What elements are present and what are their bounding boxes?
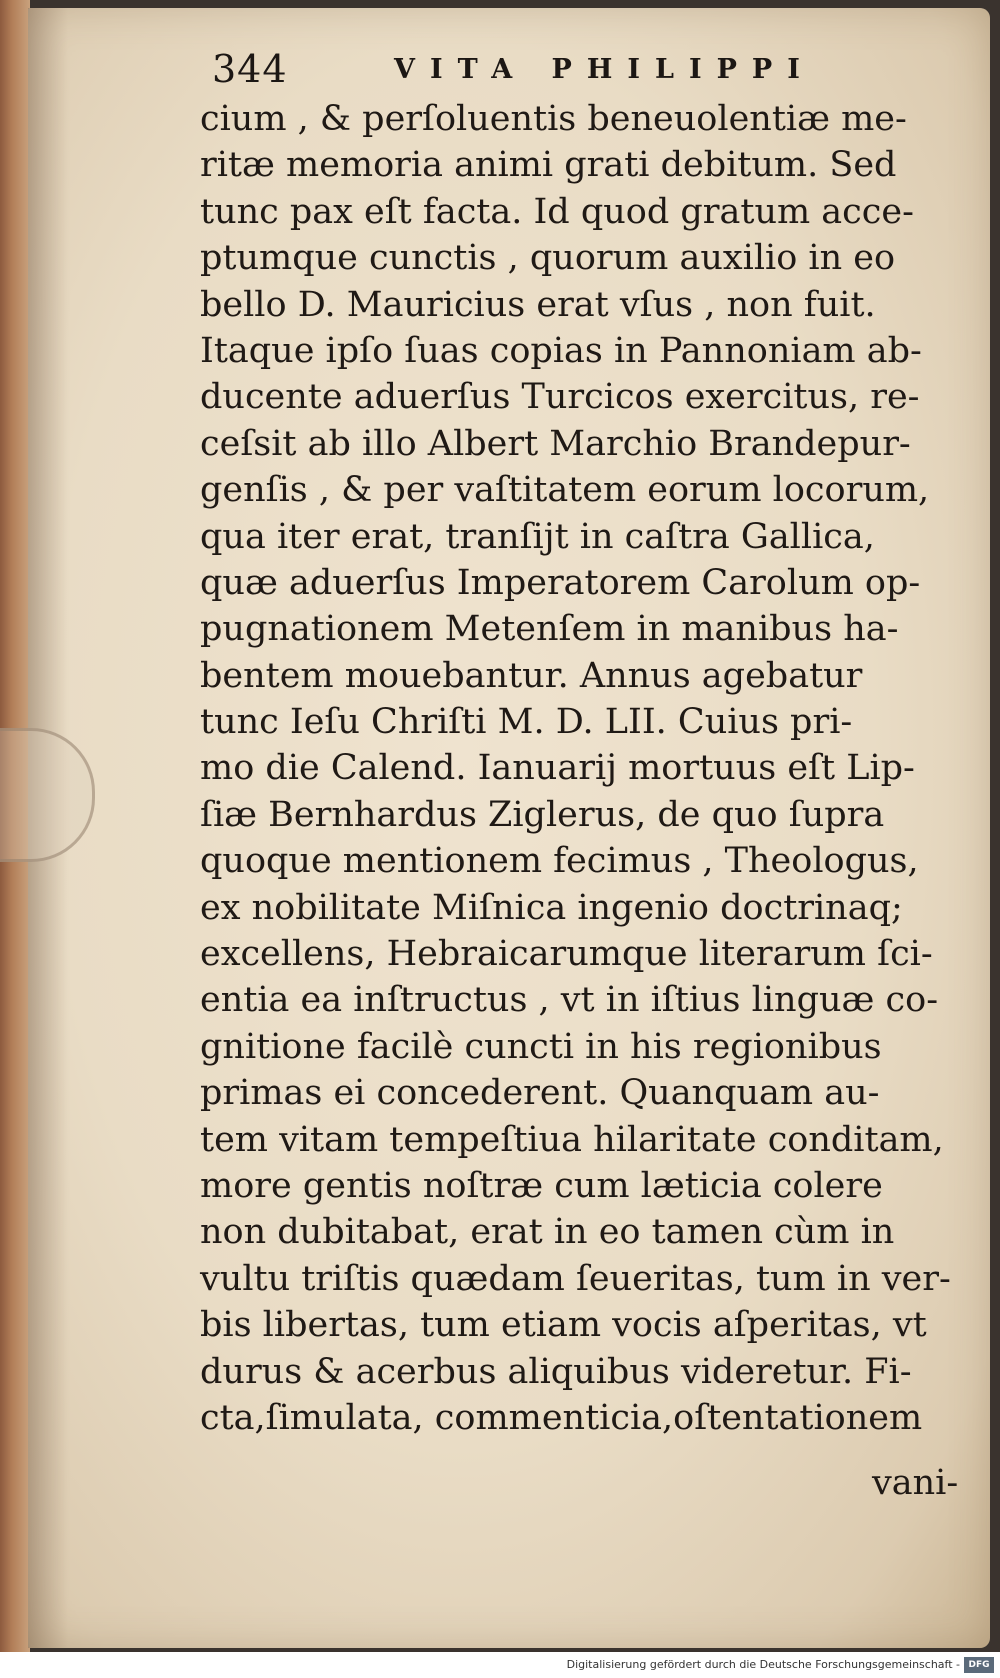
text-line: tunc pax eſt facta. Id quod gratum acce- [200, 191, 914, 232]
text-line: bello D. Mauricius erat vſus , non fuit. [200, 284, 876, 325]
text-line: cta,ſimulata, commenticia,oſtentationem [200, 1397, 923, 1438]
text-line: qua iter erat, tranſijt in caſtra Gallica, [200, 516, 875, 557]
text-line: ceſsit ab illo Albert Marchio Brandepur- [200, 423, 911, 464]
text-line: entia ea inſtructus , vt in iſtius linguæ co- [200, 980, 939, 1021]
text-line: gnitione facilè cuncti in his regionibus [200, 1026, 882, 1067]
text-line: bis libertas, tum etiam vocis aſperitas, vt [200, 1305, 927, 1346]
text-line: primas ei concederent. Quanquam au- [200, 1073, 880, 1114]
text-line: durus & acerbus aliquibus videretur. Fi- [200, 1351, 912, 1392]
catchword: vani- [872, 1463, 959, 1503]
text-line: tunc Ieſu Chriſti M. D. LII. Cuius pri- [200, 702, 853, 743]
text-line: tem vitam tempeſtiua hilaritate conditam, [200, 1119, 944, 1160]
text-line: cium , & perſoluentis beneuolentiæ me- [200, 99, 907, 139]
text-line: more gentis noſtræ cum læticia colere [200, 1165, 883, 1206]
text-line: ducente aduerſus Turcicos exercitus, re- [200, 377, 920, 418]
running-head [212, 44, 912, 94]
page-number: 344 [212, 47, 288, 91]
running-title: VITA PHILIPPI [394, 54, 815, 85]
text-line: ptumque cunctis , quorum auxilio in eo [200, 238, 896, 279]
text-line: quæ aduerſus Imperatorem Carolum op- [200, 562, 921, 603]
text-line: ex nobilitate Miſnica ingenio doctrinaq; [200, 887, 903, 928]
text-line: Itaque ipſo ſuas copias in Pannoniam ab- [200, 330, 922, 371]
text-line: non dubitabat, erat in eo tamen cùm in [200, 1212, 895, 1253]
text-line: ſiæ Bernhardus Ziglerus, de quo ſupra [200, 794, 885, 835]
text-line: ritæ memoria animi grati debitum. Sed [200, 145, 897, 186]
text-line: pugnationem Metenſem in manibus ha- [200, 609, 899, 650]
text-line: vultu triſtis quædam ſeueritas, tum in ver- [200, 1258, 951, 1299]
text-line: quoque mentionem fecimus , Theologus, [200, 841, 919, 882]
text-line: genſis , & per vaſtitatem eorum locorum, [200, 470, 930, 511]
body-text [200, 96, 960, 1441]
dfg-logo: DFG [964, 1657, 994, 1673]
text-line: bentem mouebantur. Annus agebatur [200, 655, 863, 696]
text-line: excellens, Hebraicarumque literarum ſci- [200, 934, 933, 975]
funding-credit: Digitalisierung gefördert durch die Deutsche Forschungsgemeinschaft - [566, 1658, 960, 1671]
text-line: mo die Calend. Ianuarij mortuus eſt Lip- [200, 748, 915, 789]
digitization-footer [0, 1652, 1000, 1678]
